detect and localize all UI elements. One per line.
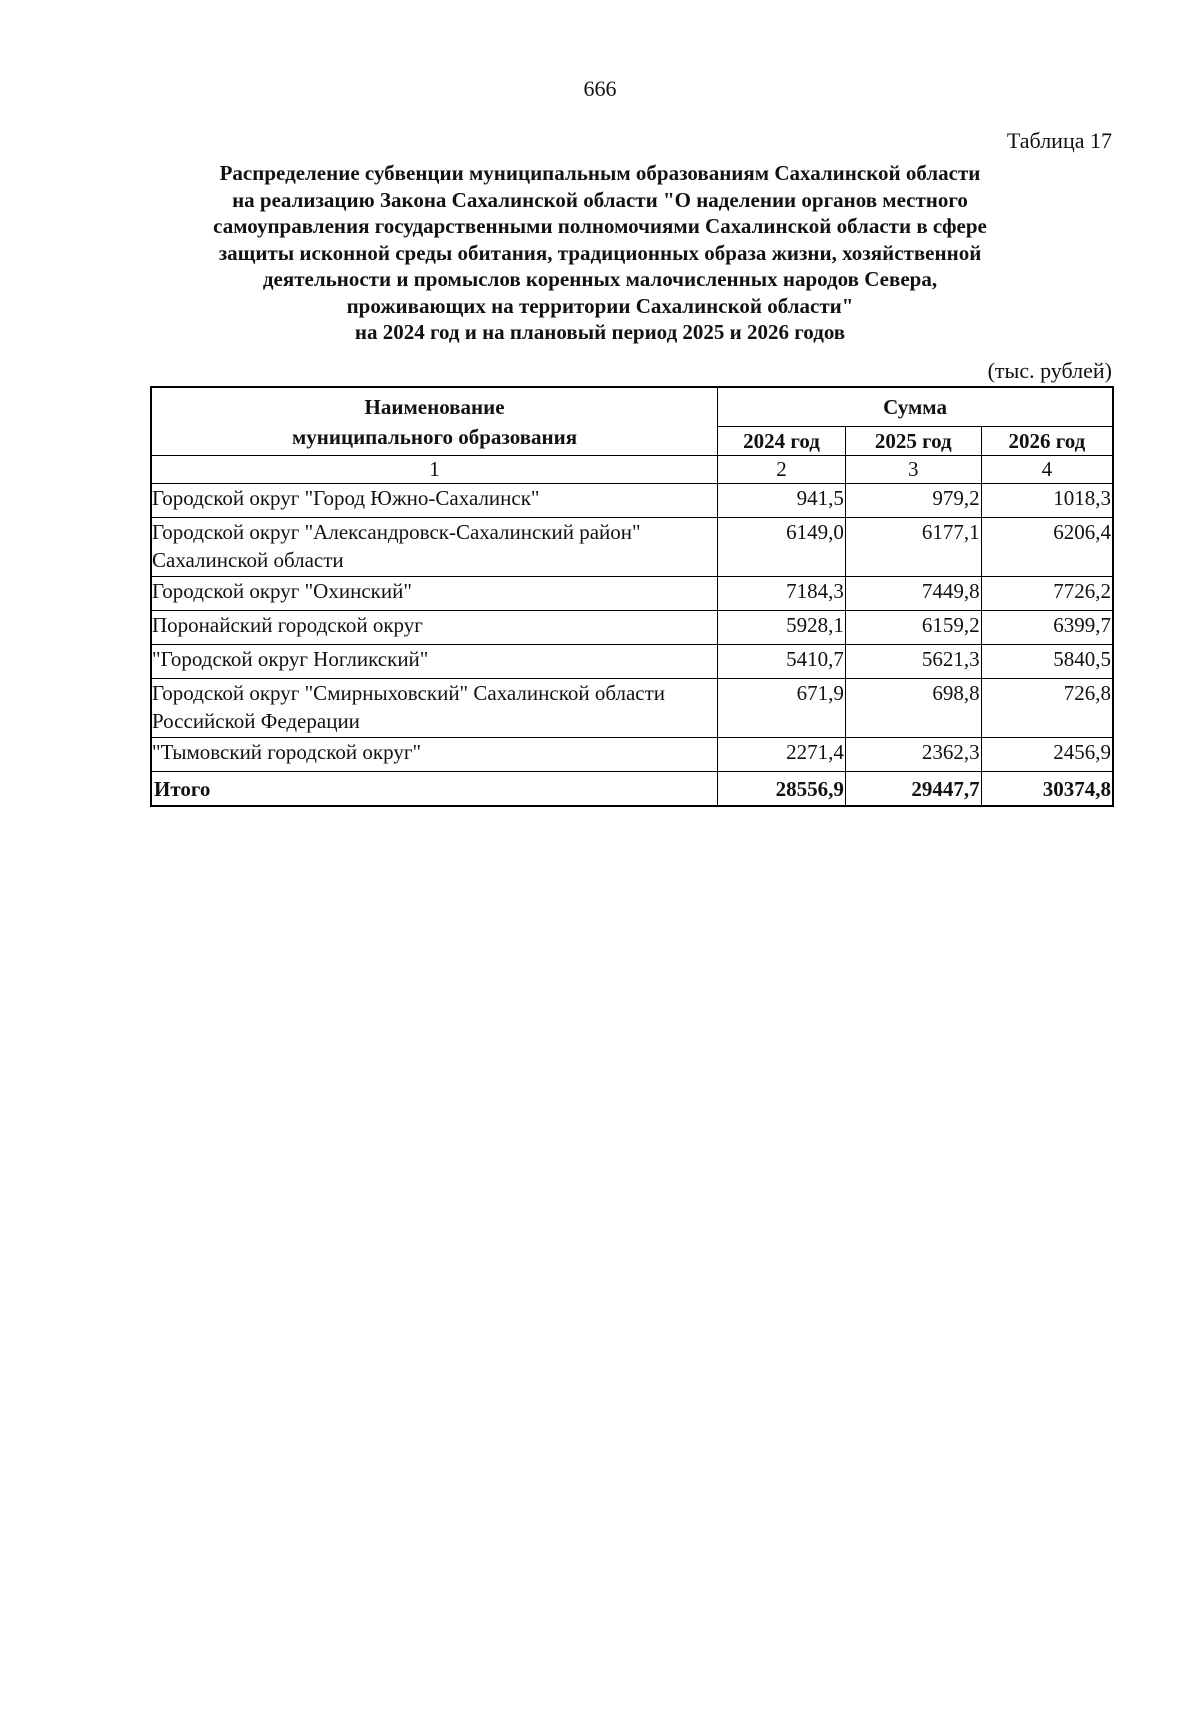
table-header-row [151,387,1113,427]
header-sum: Сумма [718,387,1113,427]
table-row [151,645,1113,679]
column-number-row [151,456,1113,484]
value-2026: 6206,4 [981,518,1113,577]
total-label: Итого [151,772,718,807]
municipality-name: Городской округ "Александровск-Сахалинский район" Сахалинской области [151,518,718,577]
column-number: 1 [151,456,718,484]
value-2024: 5928,1 [718,611,846,645]
title-line: проживающих на территории Сахалинской области" [346,293,854,318]
value-2026: 1018,3 [981,484,1113,518]
header-year-2024: 2024 год [718,427,846,456]
value-2026: 5840,5 [981,645,1113,679]
table-row [151,738,1113,772]
value-2025: 5621,3 [845,645,981,679]
header-year-2025: 2025 год [845,427,981,456]
municipality-name: Городской округ "Город Южно-Сахалинск" [151,484,718,518]
title-line: деятельности и промыслов коренных малочисленных народов Севера, [262,267,938,291]
value-2025: 7449,8 [845,577,981,611]
value-2024: 6149,0 [718,518,846,577]
municipality-name: Городской округ "Охинский" [151,577,718,611]
table-row [151,484,1113,518]
value-2024: 7184,3 [718,577,846,611]
value-2024: 5410,7 [718,645,846,679]
title-line: на 2024 год и на плановый период 2025 и 2026 годов [354,320,846,344]
value-2026: 2456,9 [981,738,1113,772]
value-2026: 7726,2 [981,577,1113,611]
municipality-name: Городской округ "Смирныховский" Сахалинской области Российской Федерации [151,679,718,738]
total-2024: 28556,9 [718,772,846,807]
document-title [150,160,1050,346]
municipality-name: "Тымовский городской округ" [151,738,718,772]
total-row [151,772,1113,807]
value-2026: 726,8 [981,679,1113,738]
title-line: защиты исконной среды обитания, традиционных образа жизни, хозяйственной [218,240,982,265]
total-2025: 29447,7 [845,772,981,807]
value-2024: 671,9 [718,679,846,738]
value-2025: 6177,1 [845,518,981,577]
value-2025: 698,8 [845,679,981,738]
units-label: (тыс. рублей) [987,358,1112,383]
municipality-name: "Городской округ Ногликский" [151,645,718,679]
page-number: 666 [583,76,617,101]
value-2025: 2362,3 [845,738,981,772]
column-number: 2 [718,456,846,484]
total-2026: 30374,8 [981,772,1113,807]
value-2025: 979,2 [845,484,981,518]
table-row [151,518,1113,577]
table-row [151,679,1113,738]
table-row [151,577,1113,611]
header-name-line1: Наименование [364,394,505,419]
header-name-line2: муниципального образования [291,424,578,449]
title-line: самоуправления государственными полномочиями Сахалинской области в сфере [213,214,987,238]
value-2026: 6399,7 [981,611,1113,645]
title-line: на реализацию Закона Сахалинской области "О наделении органов местного [232,187,968,212]
table-label: Таблица 17 [1006,128,1112,153]
title-line: Распределение субвенции муниципальным образованиям Сахалинской области [219,161,981,185]
header-name [151,387,718,456]
value-2024: 941,5 [718,484,846,518]
header-year-2026: 2026 год [981,427,1113,456]
column-number: 3 [845,456,981,484]
value-2025: 6159,2 [845,611,981,645]
subvention-table [150,386,1114,807]
municipality-name: Поронайский городской округ [151,611,718,645]
table-row [151,611,1113,645]
column-number: 4 [981,456,1113,484]
value-2024: 2271,4 [718,738,846,772]
